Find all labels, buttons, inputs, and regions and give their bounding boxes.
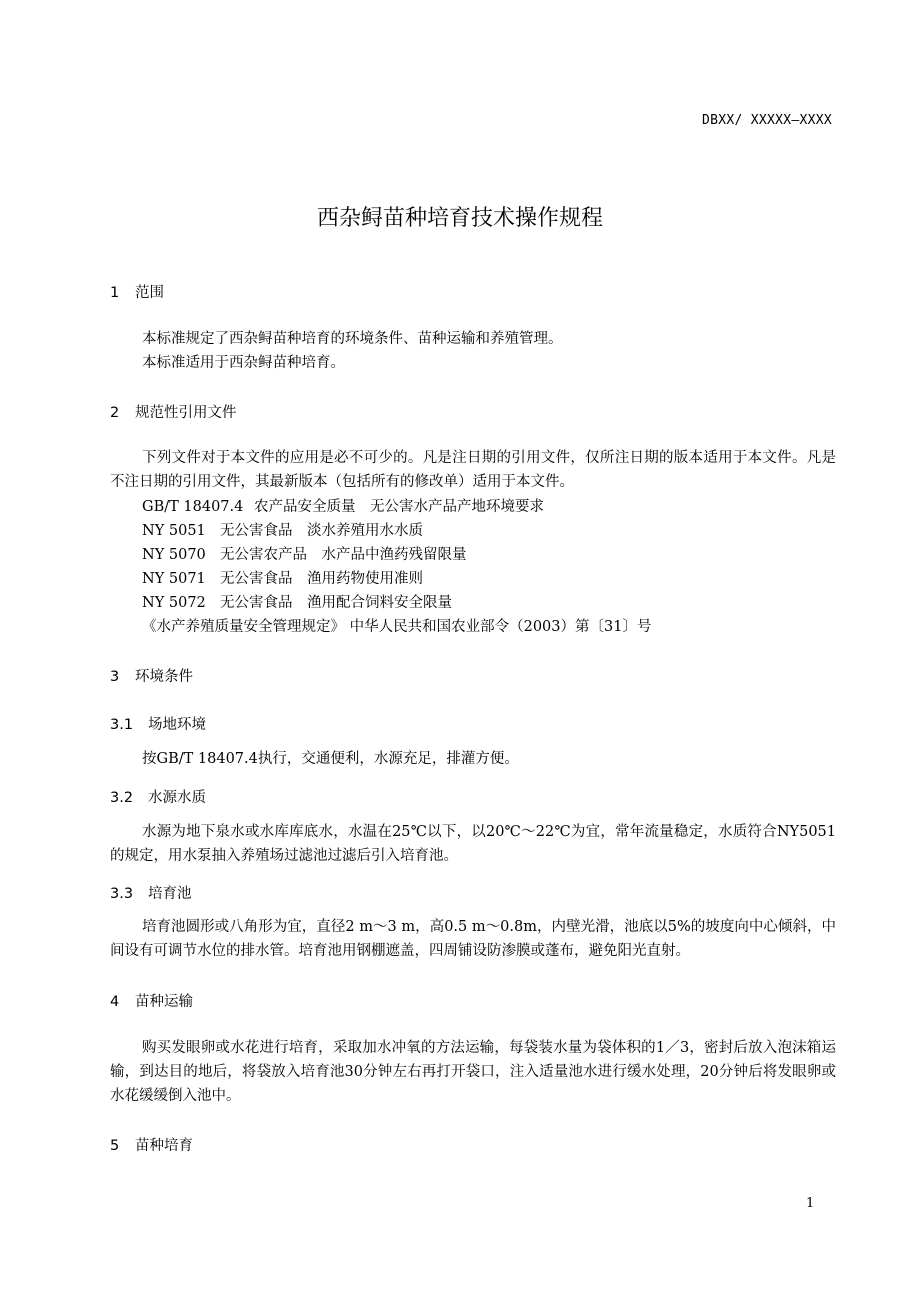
reference-title: 无公害农产品 水产品中渔药残留限量	[220, 547, 467, 563]
fry-transport-text: 购买发眼卵或水花进行培育，采取加水冲氧的方法运输，每袋装水量为袋体积的1／3，密封后放入泡沫箱运输，到达目的地后，将袋放入培育池30分钟左右再打开袋口，注入适量池水进行缓水处理，20分钟后将发眼卵或水花缓缓倒入池中。	[110, 1040, 836, 1104]
reference-title: 无公害食品 渔用配合饲料安全限量	[220, 595, 452, 611]
water-quality-text: 水源为地下泉水或水库库底水，水温在25℃以下，以20℃～22℃为宜，常年流量稳定，水质符合NY5051的规定，用水泵抽入养殖场过滤池过滤后引入培育池。	[110, 824, 836, 864]
reference-item	[142, 495, 544, 516]
subsection-3-1-heading	[110, 713, 206, 734]
reference-item	[142, 519, 423, 540]
subsection-number: 3.2	[110, 790, 134, 806]
section-4-heading	[110, 990, 193, 1011]
normative-intro: 下列文件对于本文件的应用是必不可少的。凡是注日期的引用文件，仅所注日期的版本适用于本文件。凡是不注日期的引用文件，其最新版本（包括所有的修改单）适用于本文件。	[110, 450, 836, 490]
document-title: 西杂鲟苗种培育技术操作规程	[316, 206, 603, 231]
section-title: 苗种运输	[135, 994, 193, 1010]
section-title: 苗种培育	[135, 1138, 193, 1154]
section-3-heading	[110, 665, 193, 686]
section-number: 2	[110, 405, 120, 421]
subsection-3-3-heading	[110, 882, 192, 903]
standard-code: DBXX/ XXXXX—XXXX	[701, 113, 832, 128]
reference-code: GB/T 18407.4	[142, 499, 244, 515]
subsection-3-2-heading	[110, 786, 206, 807]
section-number: 4	[110, 994, 120, 1010]
section-title: 规范性引用文件	[135, 405, 237, 421]
section-number: 3	[110, 669, 120, 685]
section-1-heading	[110, 281, 164, 302]
subsection-title: 培育池	[148, 886, 192, 902]
regulation-reference: 《水产养殖质量安全管理规定》 中华人民共和国农业部令（2003）第〔31〕号	[142, 619, 652, 635]
reference-code: NY 5071	[142, 571, 206, 587]
scope-line-2: 本标准适用于西杂鲟苗种培育。	[142, 355, 345, 371]
reference-item	[142, 591, 452, 612]
subsection-number: 3.3	[110, 886, 134, 902]
page-number: 1	[806, 1196, 815, 1211]
reference-title: 农产品安全质量 无公害水产品产地环境要求	[254, 499, 544, 515]
nursery-pond-text: 培育池圆形或八角形为宜，直径2 m～3 m，高0.5 m～0.8m，内壁光滑，池底以5%的坡度向中心倾斜，中间设有可调节水位的排水管。培育池用钢棚遮盖，四周铺设防渗膜或蓬布，避免阳光直射。	[110, 919, 836, 959]
section-title: 范围	[135, 285, 164, 301]
subsection-title: 水源水质	[148, 790, 206, 806]
scope-line-1: 本标准规定了西杂鲟苗种培育的环境条件、苗种运输和养殖管理。	[142, 331, 563, 347]
reference-code: NY 5072	[142, 595, 206, 611]
subsection-title: 场地环境	[148, 717, 206, 733]
section-title: 环境条件	[135, 669, 193, 685]
reference-title: 无公害食品 淡水养殖用水水质	[220, 523, 423, 539]
reference-code: NY 5051	[142, 523, 206, 539]
section-2-heading	[110, 401, 237, 422]
reference-item	[142, 543, 467, 564]
section-5-heading	[110, 1134, 193, 1155]
reference-item	[142, 567, 423, 588]
section-number: 1	[110, 285, 120, 301]
section-number: 5	[110, 1138, 120, 1154]
reference-code: NY 5070	[142, 547, 206, 563]
site-environment-text: 按GB/T 18407.4执行，交通便利，水源充足，排灌方便。	[142, 751, 519, 767]
reference-title: 无公害食品 渔用药物使用准则	[220, 571, 423, 587]
subsection-number: 3.1	[110, 717, 134, 733]
